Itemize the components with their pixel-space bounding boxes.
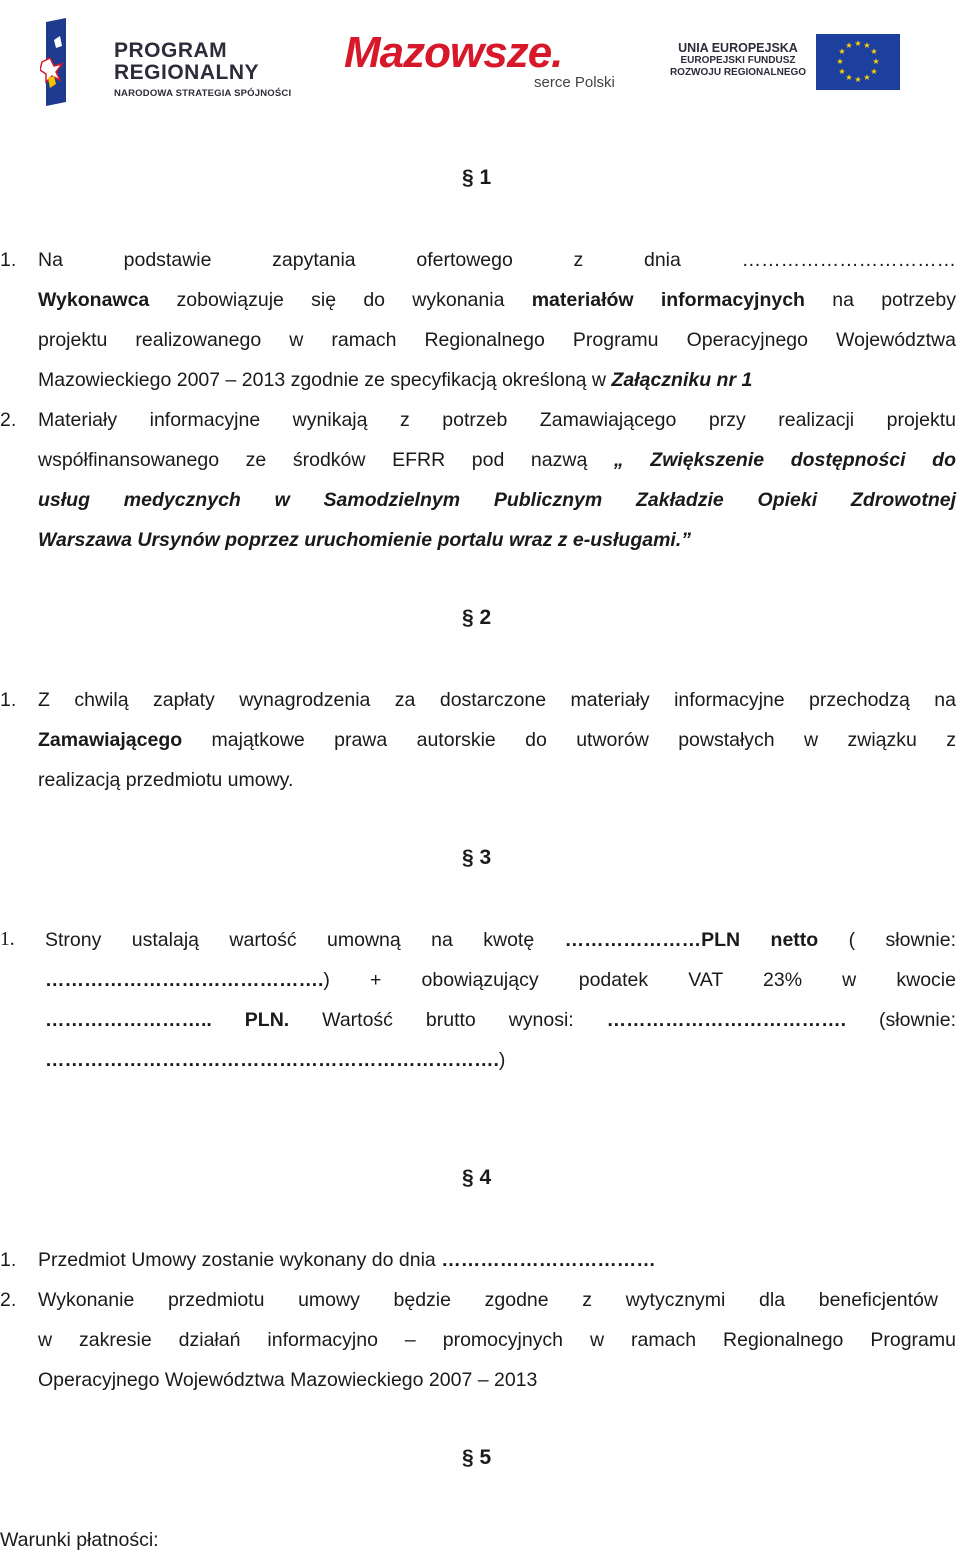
text: Strony ustalają wartość umowną na kwotę <box>45 929 565 951</box>
text: Wartość brutto wynosi: <box>289 1009 607 1031</box>
vat-amount-placeholder: …………………….. PLN. <box>45 1009 290 1031</box>
s4-item1-line1 <box>38 1240 956 1280</box>
program-regionalny-text <box>114 40 291 101</box>
attachment-reference: Załączniku nr 1 <box>611 369 753 391</box>
client-term: Zamawiającego <box>38 729 183 751</box>
svg-text:★: ★ <box>854 39 862 48</box>
program-line1: PROGRAM <box>114 39 228 62</box>
s1-item1-number: 1. <box>0 249 17 271</box>
s1-item2-line2 <box>38 440 956 480</box>
svg-text:★: ★ <box>870 47 878 56</box>
text: ) + obowiązujący podatek VAT 23% w kwocie <box>323 969 956 991</box>
program-line3: NARODOWA STRATEGIA SPÓJNOŚCI <box>114 88 292 99</box>
text: zobowiązuje się do wykonania <box>149 289 532 311</box>
svg-text:★: ★ <box>838 67 846 76</box>
svg-text:★: ★ <box>845 73 853 82</box>
svg-text:★: ★ <box>836 57 844 66</box>
star-flag-icon <box>40 18 70 106</box>
text: na potrzeby <box>804 289 956 311</box>
mazowsze-logo <box>344 28 634 98</box>
s3-item1-line4 <box>45 1040 956 1080</box>
svg-text:★: ★ <box>845 41 853 50</box>
words-placeholder: ……………………………………. <box>45 969 324 991</box>
s2-item1-line3: realizacją przedmiotu umowy. <box>38 769 294 791</box>
s4-item2-line1: Wykonanie przedmiotu umowy będzie zgodne z wytycznymi dla beneficjentów <box>38 1289 938 1311</box>
eu-line1: UNIA EUROPEJSKA <box>678 41 798 55</box>
s1-item2-line1: Materiały informacyjne wynikają z potrzeb Zamawiającego przy realizacji projektu <box>38 409 956 431</box>
section-4-heading: § 4 <box>462 1166 492 1189</box>
word: Na <box>38 249 63 271</box>
text: majątkowe prawa autorskie do utworów powstałych w związku z <box>182 729 956 751</box>
eu-stars-icon <box>816 34 900 90</box>
text: ( słownie: <box>818 929 956 951</box>
svg-text:★: ★ <box>863 41 871 50</box>
s1-item2-line3: usług medycznych w Samodzielnym Publicznym Zakładzie Opieki Zdrowotnej <box>38 489 956 511</box>
section-1-heading: § 1 <box>462 166 492 189</box>
s1-item1-line1 <box>38 240 956 280</box>
program-line2: REGIONALNY <box>114 61 260 84</box>
eu-line3: ROZWOJU REGIONALNEGO <box>669 67 807 78</box>
word: ofertowego <box>416 249 513 271</box>
svg-text:★: ★ <box>870 67 878 76</box>
words-placeholder: ……………………………………………………………. <box>45 1049 499 1071</box>
s3-item1-line3 <box>45 1000 956 1040</box>
payment-terms-label: Warunki płatności: <box>0 1529 159 1551</box>
section-5-heading: § 5 <box>462 1446 492 1469</box>
text: Przedmiot Umowy zostanie wykonany do dnia <box>38 1249 442 1271</box>
s2-item1-line1: Z chwilą zapłaty wynagrodzenia za dostarczone materiały informacyjne przechodzą na <box>38 689 956 711</box>
section-2-heading: § 2 <box>462 606 492 629</box>
s4-item1-number: 1. <box>0 1249 17 1271</box>
word: zapytania <box>272 249 356 271</box>
word: dnia <box>643 249 681 271</box>
svg-text:★: ★ <box>863 73 871 82</box>
program-regionalny-logo <box>40 18 310 106</box>
s4-item2-number: 2. <box>0 1289 17 1311</box>
materials-term: materiałów informacyjnych <box>531 289 805 311</box>
gross-amount-placeholder: ………………………………. <box>606 1009 847 1031</box>
mazowsze-tagline: serce Polski <box>534 74 615 91</box>
word: z <box>573 249 584 271</box>
s1-item1-line2 <box>38 280 956 320</box>
eu-text <box>664 41 812 79</box>
s1-item2-number: 2. <box>0 409 17 431</box>
word: podstawie <box>123 249 212 271</box>
s2-item1-line2 <box>38 720 956 760</box>
text: ) <box>498 1049 506 1071</box>
text: (słownie: <box>846 1009 956 1031</box>
svg-text:★: ★ <box>872 57 880 66</box>
mazowsze-wordmark: Mazowsze. <box>344 28 563 77</box>
eu-logo <box>664 33 904 93</box>
s3-item1-line1 <box>45 920 956 960</box>
contractor-term: Wykonawca <box>38 289 150 311</box>
eu-flag-icon <box>816 34 900 90</box>
s4-item2-line3: Operacyjnego Województwa Mazowieckiego 2007 – 2013 <box>38 1369 538 1391</box>
text: współfinansowanego ze środków EFRR pod nazwą <box>38 449 614 471</box>
net-amount-placeholder: …………………PLN netto <box>564 929 819 951</box>
text: Mazowieckiego 2007 – 2013 zgodnie ze specyfikacją określoną w <box>38 369 612 391</box>
section-3-heading: § 3 <box>462 846 492 869</box>
s1-item1-line4 <box>38 360 956 400</box>
s3-item1-line2 <box>45 960 956 1000</box>
s1-item2-line4: Warszawa Ursynów poprzez uruchomienie portalu wraz z e-usługami.” <box>38 529 692 551</box>
project-name-part1: „ Zwiększenie dostępności do <box>613 449 956 471</box>
s1-item1-line3: projektu realizowanego w ramach Regionalnego Programu Operacyjnego Województwa <box>38 329 956 351</box>
svg-text:★: ★ <box>854 75 862 84</box>
deadline-placeholder: …………………………… <box>441 1249 656 1271</box>
header-logos <box>0 0 960 115</box>
s2-item1-number: 1. <box>0 689 17 711</box>
svg-text:★: ★ <box>838 47 846 56</box>
date-placeholder: …………………………… <box>741 249 957 271</box>
s4-item2-line2: w zakresie działań informacyjno – promocyjnych w ramach Regionalnego Programu <box>38 1329 956 1351</box>
eu-line2: EUROPEJSKI FUNDUSZ <box>680 55 796 66</box>
s3-item1-number: 1. <box>0 929 15 950</box>
